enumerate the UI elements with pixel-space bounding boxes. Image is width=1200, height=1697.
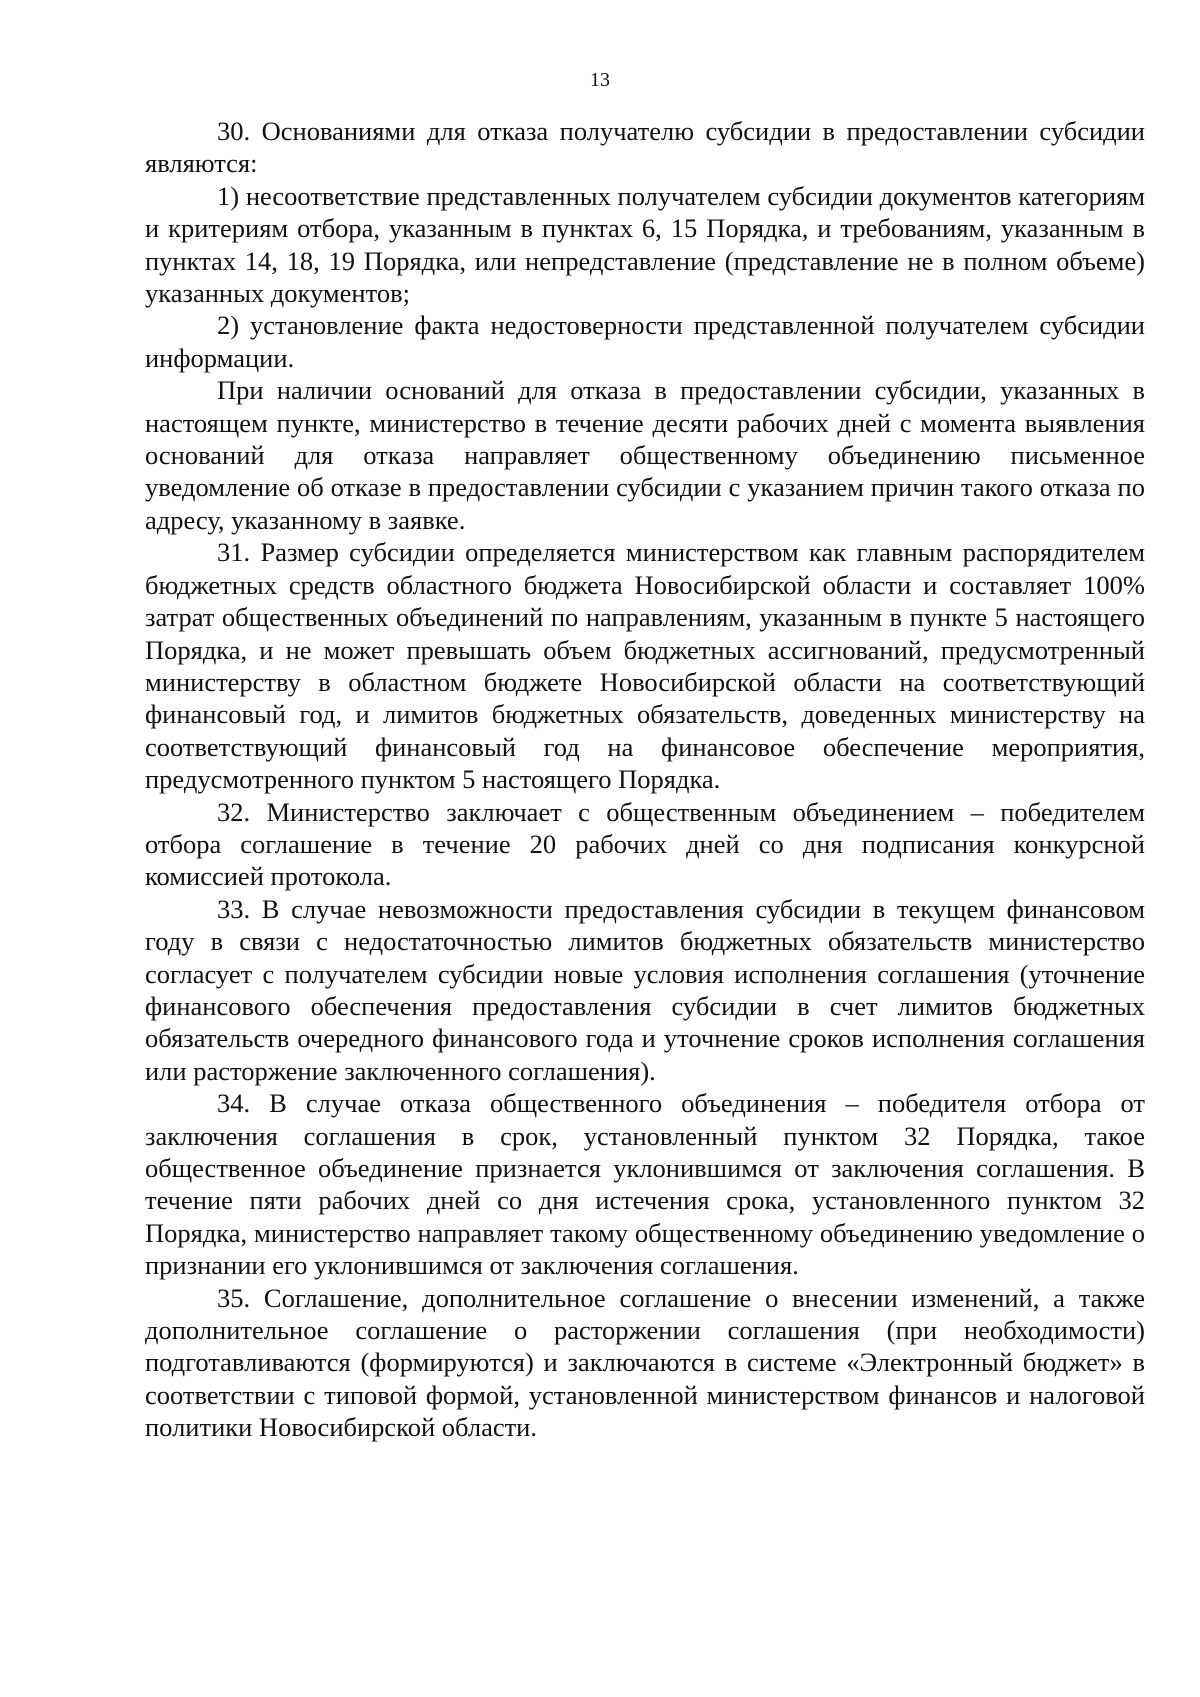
paragraph-33: 33. В случае невозможности предоставления субсидии в текущем финансовом году в связи с недостаточностью лимитов бюджетных обязательств министерство согласует с получателем субсидии новые условия исполнения соглашения (уточнение финансового обеспечения предоставления субсидии в счет лимитов бюджетных обязательств очередного финансового года и уточнение сроков исполнения соглашения или расторжение заключенного соглашения). — [145, 893, 1145, 1086]
paragraph-32: 32. Министерство заключает с общественным объединением – победителем отбора соглашение в течение 20 рабочих дней со дня подписания конкурсной комиссией протокола. — [145, 796, 1145, 892]
paragraph-30-refusal-notice: При наличии оснований для отказа в предоставлении субсидии, указанных в настоящем пункте, министерство в течение десяти рабочих дней с момента выявления оснований для отказа направляет общественному объединению письменное уведомление об отказе в предоставлении субсидии с указанием причин такого отказа по адресу, указанному в заявке. — [145, 375, 1145, 535]
page-number: 13 — [590, 69, 610, 91]
paragraph-34: 34. В случае отказа общественного объединения – победителя отбора от заключения соглашения в срок, установленный пунктом 32 Порядка, такое общественное объединение признается уклонившимся от заключения соглашения. В течение пяти рабочих дней со дня истечения срока, установленного пунктом 32 Порядка, министерство направляет такому общественному объединению уведомление о признании его уклонившимся от заключения соглашения. — [145, 1088, 1145, 1281]
paragraph-30: 30. Основаниями для отказа получателю субсидии в предоставлении субсидии являются: — [145, 116, 1145, 179]
paragraph-30-item-2: 2) установление факта недостоверности представленной получателем субсидии информации. — [145, 310, 1145, 373]
paragraph-30-item-1: 1) несоответствие представленных получателем субсидии документов категориям и критериям отбора, указанным в пунктах 6, 15 Порядка, и требованиям, указанным в пунктах 14, 18, 19 Порядка, или непредставление (представление не в полном объеме) указанных документов; — [145, 180, 1145, 309]
paragraph-31: 31. Размер субсидии определяется министерством как главным распорядителем бюджетных средств областного бюджета Новосибирской области и составляет 100% затрат общественных объединений по направлениям, указанным в пункте 5 настоящего Порядка, и не может превышать объем бюджетных ассигнований, предусмотренный министерству в областном бюджете Новосибирской области на соответствующий финансовый год, и лимитов бюджетных обязательств, доведенных министерству на соответствующий финансовый год на финансовое обеспечение мероприятия, предусмотренного пунктом 5 настоящего Порядка. — [145, 537, 1145, 795]
document-body — [145, 115, 1145, 1444]
paragraph-35: 35. Соглашение, дополнительное соглашение о внесении изменений, а также дополнительное соглашение о расторжении соглашения (при необходимости) подготавливаются (формируются) и заключаются в системе «Электронный бюджет» в соответствии с типовой формой, установленной министерством финансов и налоговой политики Новосибирской области. — [145, 1282, 1145, 1443]
